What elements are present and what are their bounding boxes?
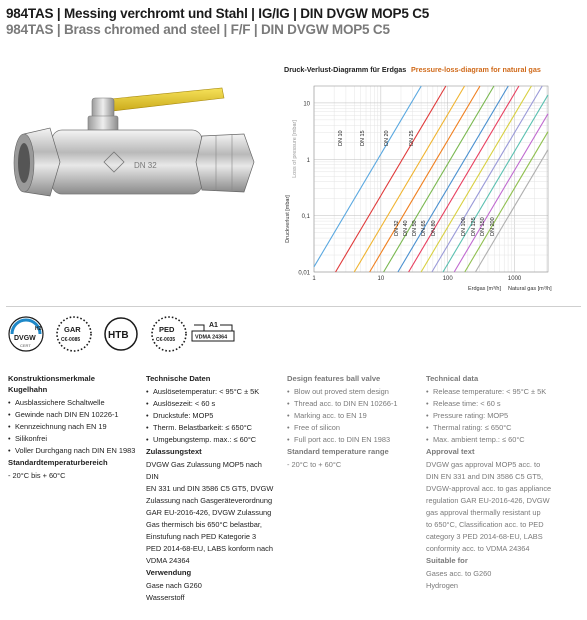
de-use-line: Wasserstoff <box>146 593 185 602</box>
de-approval-title: Zulassungstext <box>146 447 202 456</box>
svg-text:CERT: CERT <box>20 343 31 348</box>
dn-label: DN 80 <box>431 220 437 236</box>
x-tick-label: 1 <box>312 276 316 282</box>
a1-vdma-logo <box>192 322 234 341</box>
series-line <box>336 86 446 272</box>
en-use-line: Gases acc. to G260 <box>426 569 492 578</box>
de-approval-line: Gas thermisch bis 650°C belastbar, <box>146 520 262 529</box>
dn-label: DN 150 <box>480 217 486 236</box>
svg-text:C€-0035: C€-0035 <box>156 337 176 343</box>
svg-text:PED: PED <box>159 325 175 334</box>
ball-valve-image <box>4 72 266 222</box>
dn-label: DN 125 <box>471 217 477 236</box>
de-use-line: Gase nach G260 <box>146 581 202 590</box>
de-tech-item: • Auslösetemperatur: < 95°C ± 5K <box>146 386 276 398</box>
chart-title-en: Pressure-loss-diagram for natural gas <box>411 65 541 74</box>
chart-title-de: Druck-Verlust-Diagramm für Erdgas <box>284 65 407 74</box>
de-tech-item: • Therm. Belastbarkeit: ≤ 650°C <box>146 422 276 434</box>
svg-text:A1: A1 <box>209 322 218 329</box>
en-feature-item: • Marking acc. to EN 19 <box>287 410 417 422</box>
en-temp-title: Standard temperature range <box>287 447 389 456</box>
dn-label: DN 25 <box>409 130 415 146</box>
divider <box>6 306 581 307</box>
x-tick-label: 1000 <box>507 276 522 282</box>
de-temp-title: Standardtemperaturbereich <box>8 458 108 467</box>
dn-label: DN 10 <box>338 130 344 146</box>
de-feature-item: • Silikonfrei <box>8 433 136 445</box>
de-use-title: Verwendung <box>146 568 192 577</box>
dn-label: DN 65 <box>421 220 427 236</box>
series-line <box>384 86 494 272</box>
en-use-title: Suitable for <box>426 556 468 565</box>
de-feature-item: • Voller Durchgang nach DIN EN 1983 <box>8 445 136 457</box>
dvgw-logo <box>9 317 43 351</box>
en-approval-line: conformity acc. to VDMA 24364 <box>426 544 530 553</box>
svg-text:DN 32: DN 32 <box>134 161 157 170</box>
en-tech-column <box>426 373 576 592</box>
y-axis-label-en: Loss of pressure [mbar] <box>292 120 298 178</box>
x-tick-label: 10 <box>377 276 385 282</box>
en-use-line: Hydrogen <box>426 581 459 590</box>
svg-text:GAR: GAR <box>64 325 81 334</box>
x-tick-label: 100 <box>442 276 453 282</box>
en-tech-title: Technical data <box>426 374 479 383</box>
de-approval-line: PED 2014-68-EU, LABS konform nach <box>146 544 273 553</box>
svg-text:HTB: HTB <box>108 330 129 341</box>
y-axis-label-de: Druckverlust [mbar] <box>285 195 291 243</box>
de-temp-value: - 20°C bis + 60°C <box>8 471 66 480</box>
en-feature-item: • Free of silicon <box>287 422 417 434</box>
en-approval-line: DIN EN 331 and DIN 3586 C5 GT5, <box>426 472 544 481</box>
x-axis-label-en: Natural gas [m³/h] <box>508 286 552 292</box>
en-features-column <box>287 373 417 471</box>
en-approval-line: DVGW gas approval MOP5 acc. to <box>426 460 541 469</box>
pressure-loss-chart <box>280 60 580 300</box>
de-feature-item: • Ausblassichere Schaltwelle <box>8 397 136 409</box>
series-line <box>421 86 531 272</box>
certification-logos <box>6 312 306 360</box>
dn-label: DN 50 <box>412 220 418 236</box>
y-tick-label: 1 <box>306 157 310 164</box>
en-approval-line: DVGW-approval acc. to gas appliance <box>426 484 552 493</box>
dn-label: DN 20 <box>384 130 390 146</box>
de-tech-item: • Auslösezeit: < 60 s <box>146 398 276 410</box>
de-approval-line: Zulassung nach Gasgeräteverordnung <box>146 496 273 505</box>
en-feature-item: • Thread acc. to DIN EN 10266-1 <box>287 398 417 410</box>
dn-label: DN 40 <box>403 220 409 236</box>
de-tech-column <box>146 373 276 604</box>
htb-logo <box>105 318 137 350</box>
de-feature-item: • Gewinde nach DIN EN 10226-1 <box>8 409 136 421</box>
en-tech-item: • Max. ambient temp.: ≤ 60°C <box>426 434 576 446</box>
de-approval-line: Einstufung nach PED Kategorie 3 <box>146 532 257 541</box>
de-approval-line: VDMA 24364 <box>146 556 190 565</box>
dn-label: DN 15 <box>360 130 366 146</box>
de-tech-item: • Umgebungstemp. max.: ≤ 60°C <box>146 434 276 446</box>
en-approval-line: regulation GAR EU-2016-426, DVGW <box>426 496 550 505</box>
y-tick-label: 0,01 <box>298 270 310 277</box>
dn-label: DN 100 <box>461 217 467 236</box>
svg-text:C€-0085: C€-0085 <box>61 337 81 343</box>
gar-logo <box>57 317 91 351</box>
en-tech-item: • Thermal rating: ≤ 650°C <box>426 422 576 434</box>
en-tech-item: • Release temperature: < 95°C ± 5K <box>426 386 576 398</box>
en-temp-value: - 20°C to + 60°C <box>287 460 342 469</box>
de-feature-item: • Kennzeichnung nach EN 19 <box>8 421 136 433</box>
en-approval-line: category 3 PED 2014-68-EU, LABS <box>426 532 543 541</box>
de-tech-item: • Druckstufe: MOP5 <box>146 410 276 422</box>
product-title-en: 984TAS | Brass chromed and steel | F/F | DIN DVGW MOP5 C5 <box>6 22 390 37</box>
en-approval-line: to 650°C, Classification acc. to PED <box>426 520 544 529</box>
plot-frame <box>314 86 548 272</box>
y-tick-label: 10 <box>303 101 310 108</box>
en-tech-item: • Release time: < 60 s <box>426 398 576 410</box>
de-features-column <box>8 373 136 482</box>
svg-text:DVGW: DVGW <box>14 335 36 342</box>
dn-label: DN 200 <box>490 217 496 236</box>
de-approval-line: DVGW Gas Zulassung MOP5 nach DIN <box>146 460 262 481</box>
en-feature-item: • Blow out proved stem design <box>287 386 417 398</box>
en-approval-line: gas approval thermally resistant up <box>426 508 541 517</box>
svg-text:VDMA 24364: VDMA 24364 <box>195 334 228 341</box>
x-axis-label-de: Erdgas [m³/h] <box>468 286 502 292</box>
series-line <box>465 132 548 272</box>
de-approval-line: EN 331 und DIN 3586 C5 GT5, DVGW <box>146 484 274 493</box>
en-features-title: Design features ball valve <box>287 374 381 383</box>
de-tech-title: Technische Daten <box>146 374 211 383</box>
de-approval-line: GAR EU-2016-426, DVGW Zulassung <box>146 508 272 517</box>
svg-text:H2: H2 <box>35 326 42 332</box>
y-tick-label: 0,1 <box>301 214 310 221</box>
ped-logo <box>152 317 186 351</box>
de-features-title: Konstruktionsmerkmale Kugelhahn <box>8 374 95 394</box>
product-title-de: 984TAS | Messing verchromt und Stahl | IG/IG | DIN DVGW MOP5 C5 <box>6 6 430 21</box>
dn-label: DN 32 <box>394 220 400 236</box>
en-approval-title: Approval text <box>426 447 475 456</box>
en-feature-item: • Full port acc. to DIN EN 1983 <box>287 434 417 446</box>
en-tech-item: • Pressure rating: MOP5 <box>426 410 576 422</box>
